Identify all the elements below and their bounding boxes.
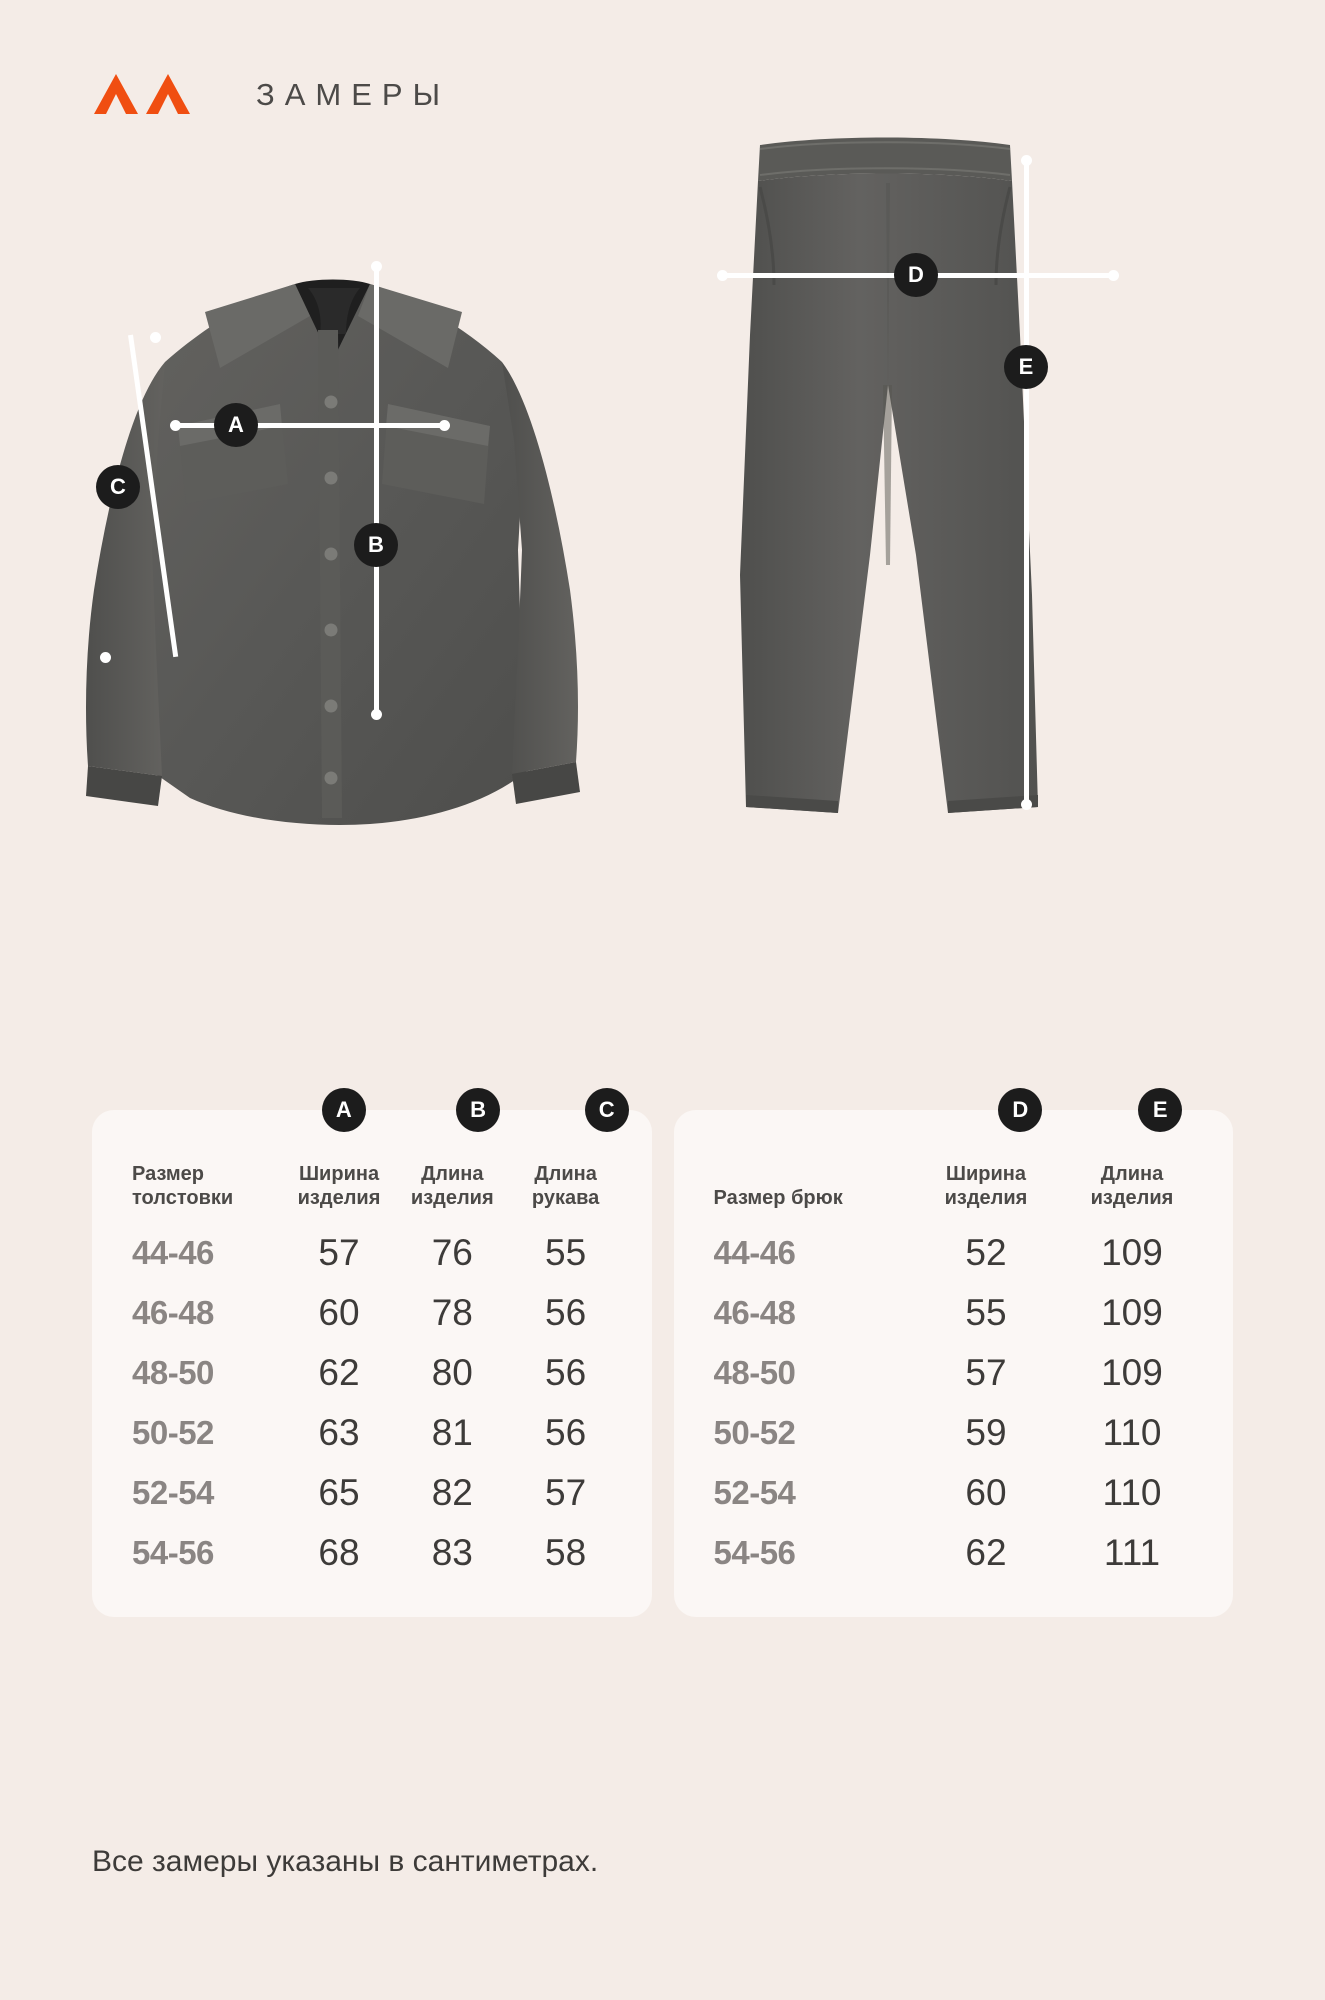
cell-length: 83 — [431, 1531, 473, 1573]
cell-width: 55 — [965, 1291, 1007, 1333]
cell-length: 82 — [431, 1471, 473, 1513]
cell-length: 76 — [431, 1231, 473, 1273]
table-row — [702, 1283, 1206, 1343]
cell-size: 50-52 — [132, 1413, 214, 1451]
table-row — [120, 1223, 624, 1283]
cell-width: 62 — [318, 1351, 360, 1393]
pants-illustration — [720, 135, 1050, 835]
cell-width: 63 — [318, 1411, 360, 1453]
column-header-width: Ширина изделия — [944, 1163, 1028, 1210]
column-header-length: Длина изделия — [410, 1163, 494, 1210]
header — [92, 68, 450, 121]
cell-length: 110 — [1102, 1411, 1162, 1453]
cell-size: 54-56 — [713, 1533, 796, 1571]
measure-dot-a-right — [439, 420, 450, 431]
pants-size-table — [674, 1097, 1234, 1617]
cell-length: 109 — [1101, 1351, 1163, 1393]
table-header-row — [120, 1162, 624, 1223]
cell-width: 57 — [318, 1231, 360, 1273]
table-row — [702, 1523, 1206, 1583]
measure-dot-b-bottom — [371, 709, 382, 720]
cell-size: 44-46 — [713, 1233, 796, 1271]
measure-dot-c-bottom — [100, 652, 111, 663]
table-badge-d: D — [998, 1088, 1042, 1132]
cell-width: 60 — [318, 1291, 360, 1333]
cell-sleeve: 57 — [545, 1471, 587, 1513]
table-row — [120, 1343, 624, 1403]
measure-badge-b: B — [354, 523, 398, 567]
cell-width: 59 — [965, 1411, 1007, 1453]
cell-sleeve: 55 — [545, 1231, 587, 1273]
cell-size: 50-52 — [713, 1413, 796, 1451]
cell-size: 46-48 — [713, 1293, 796, 1331]
page-title: ЗАМЕРЫ — [256, 76, 451, 112]
pants-table — [702, 1162, 1206, 1583]
cell-sleeve: 56 — [545, 1411, 587, 1453]
cell-size: 48-50 — [132, 1353, 214, 1391]
measure-dot-d-right — [1108, 270, 1119, 281]
table-row — [120, 1283, 624, 1343]
cell-width: 52 — [965, 1231, 1007, 1273]
garment-illustration — [0, 120, 1325, 1050]
measure-dot-e-bottom — [1021, 799, 1032, 810]
size-tables — [0, 1097, 1325, 1617]
column-header-width: Ширина изделия — [297, 1163, 381, 1210]
table-row — [120, 1403, 624, 1463]
cell-length: 78 — [431, 1291, 473, 1333]
measure-badge-c: C — [96, 465, 140, 509]
measure-dot-b-top — [371, 261, 382, 272]
cell-width: 57 — [965, 1351, 1007, 1393]
measure-line-b — [374, 266, 379, 714]
column-header-sleeve: Длина рукава — [531, 1163, 600, 1210]
cell-length: 110 — [1102, 1471, 1162, 1513]
table-row — [702, 1343, 1206, 1403]
measure-badge-a: A — [214, 403, 258, 447]
cell-size: 54-56 — [132, 1533, 214, 1571]
cell-length: 81 — [431, 1411, 473, 1453]
table-row — [702, 1223, 1206, 1283]
table-badge-a: A — [322, 1088, 366, 1132]
table-badge-b: B — [456, 1088, 500, 1132]
table-badge-c: C — [585, 1088, 629, 1132]
measure-dot-e-top — [1021, 155, 1032, 166]
cell-sleeve: 58 — [545, 1531, 587, 1573]
table-badge-e: E — [1138, 1088, 1182, 1132]
table-row — [120, 1463, 624, 1523]
table-header-row — [702, 1162, 1206, 1223]
table-row — [702, 1463, 1206, 1523]
hoodie-size-table — [92, 1097, 652, 1617]
column-header-size: Размер толстовки — [132, 1163, 234, 1210]
column-header-length: Длина изделия — [1090, 1163, 1174, 1210]
hoodie-table — [120, 1162, 624, 1583]
column-header-size: Размер брюк — [713, 1187, 843, 1210]
measure-line-e — [1024, 160, 1029, 804]
measure-dot-a-left — [170, 420, 181, 431]
cell-width: 68 — [318, 1531, 360, 1573]
cell-width: 62 — [965, 1531, 1007, 1573]
cell-size: 48-50 — [713, 1353, 796, 1391]
cell-size: 52-54 — [132, 1473, 214, 1511]
measure-dot-c-top — [150, 332, 161, 343]
cell-length: 109 — [1101, 1291, 1163, 1333]
cell-length: 109 — [1101, 1231, 1163, 1273]
cell-sleeve: 56 — [545, 1291, 587, 1333]
cell-sleeve: 56 — [545, 1351, 587, 1393]
table-row — [120, 1523, 624, 1583]
cell-length: 111 — [1103, 1531, 1161, 1573]
footer-note: Все замеры указаны в сантиметрах. — [92, 1845, 599, 1878]
brand-logo-icon — [92, 68, 200, 121]
measure-badge-d: D — [894, 253, 938, 297]
cell-width: 60 — [965, 1471, 1007, 1513]
cell-size: 52-54 — [713, 1473, 796, 1511]
cell-size: 44-46 — [132, 1233, 214, 1271]
shirt-illustration — [70, 250, 600, 870]
measure-badge-e: E — [1004, 345, 1048, 389]
cell-length: 80 — [431, 1351, 473, 1393]
cell-width: 65 — [318, 1471, 360, 1513]
table-row — [702, 1403, 1206, 1463]
cell-size: 46-48 — [132, 1293, 214, 1331]
measure-dot-d-left — [717, 270, 728, 281]
